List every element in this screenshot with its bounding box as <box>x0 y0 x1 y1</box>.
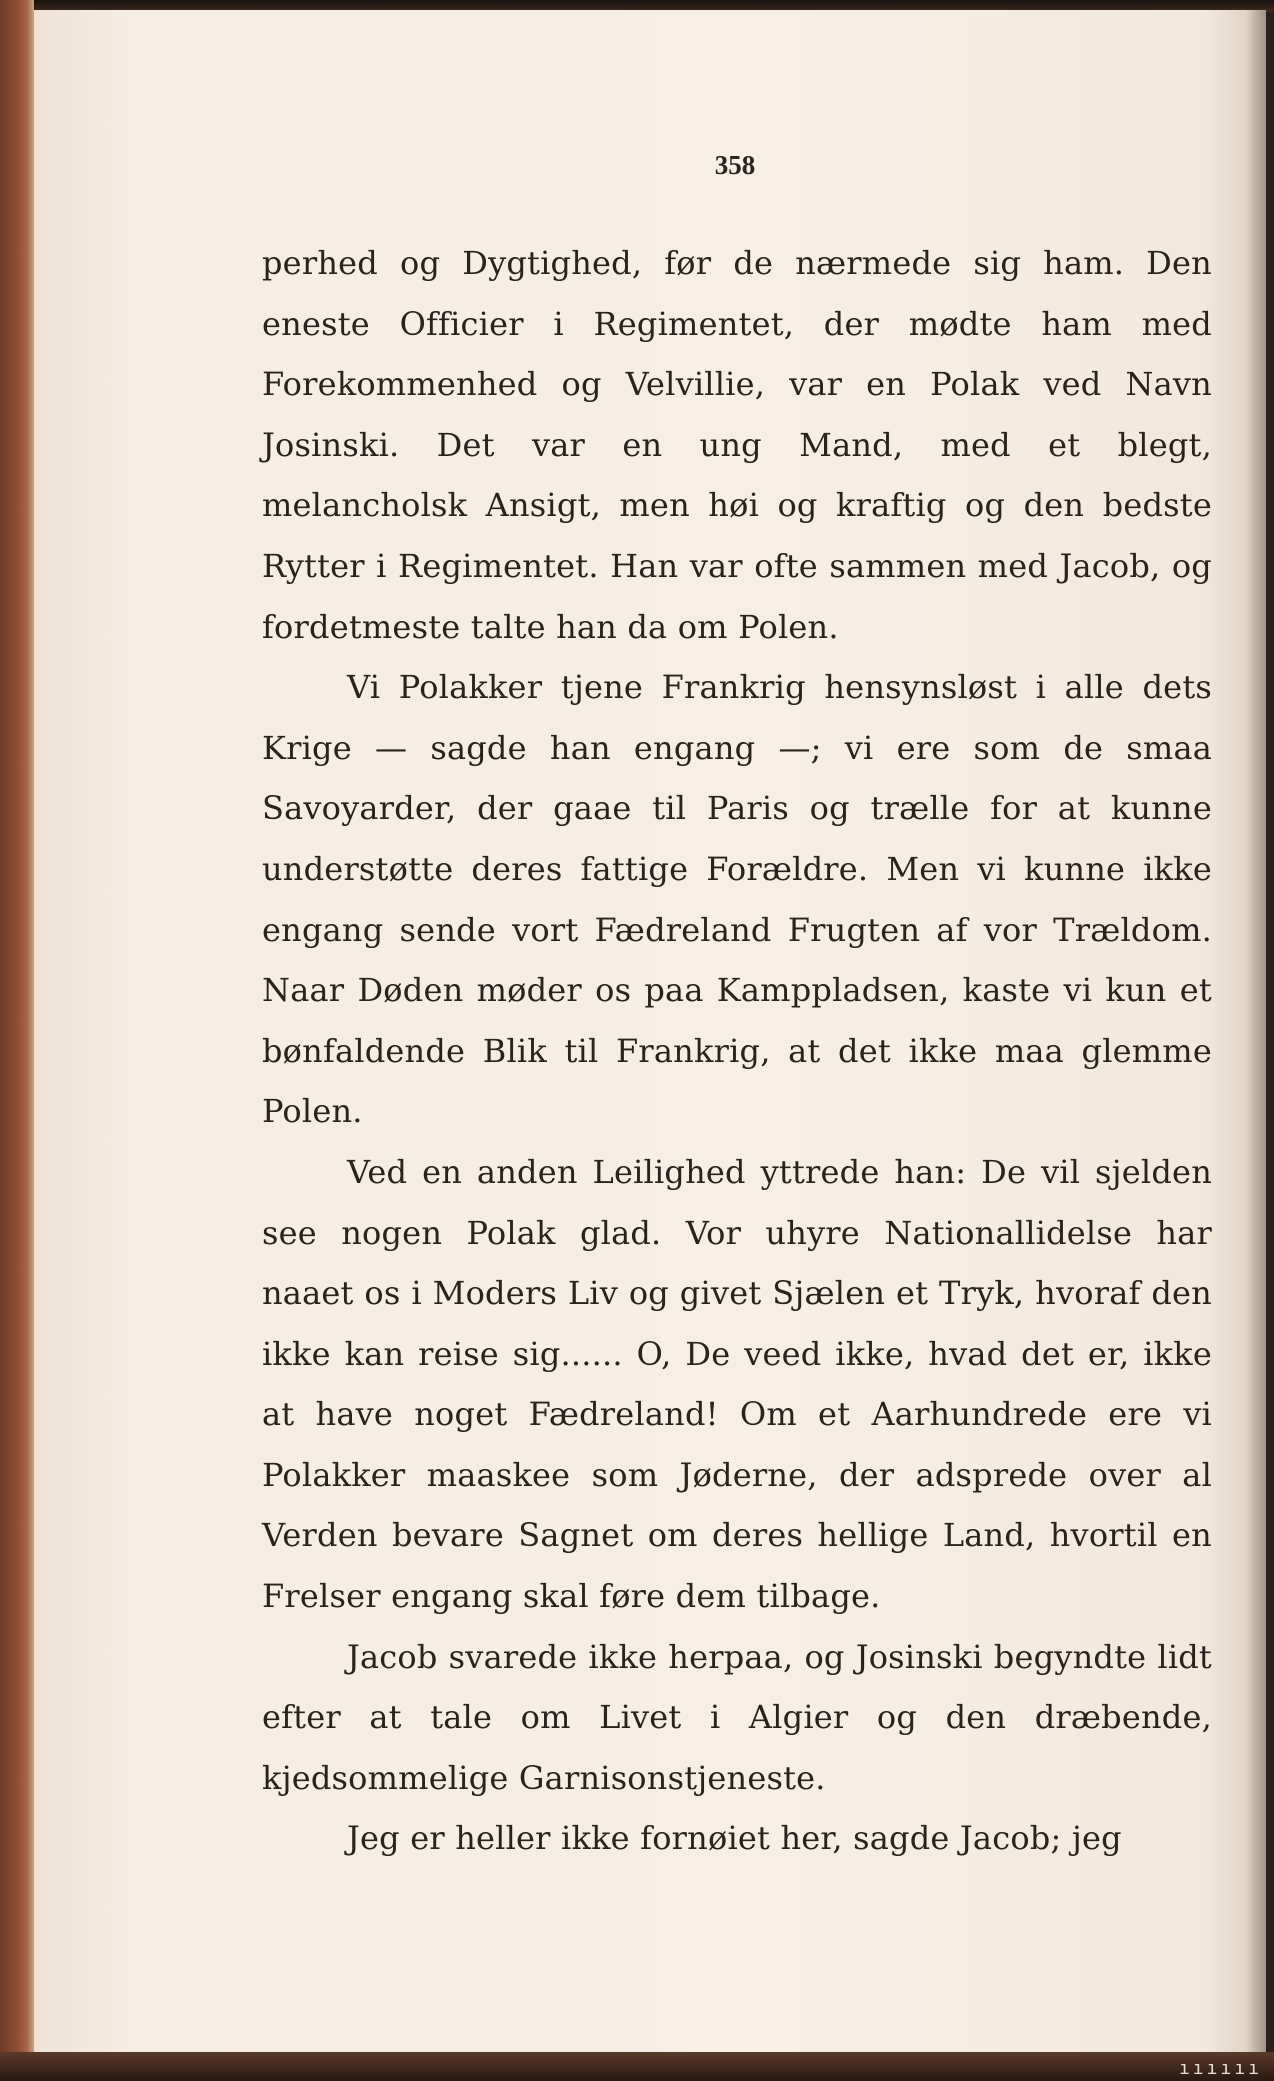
edge-marks: ıııııı <box>1178 2058 1262 2079</box>
page-fold-shadow <box>1246 10 1266 2054</box>
paragraph-1: perhed og Dygtighed, før de nærmede sig ham. Den eneste Officier i Regimentet, der mødte ham med Forekommenhed og Velvillie, var en Polak ved Navn Josinski. Det var en ung Mand, med et blegt, melancholsk Ansigt, men høi og kraftig og den bedste Rytter i Regimentet. Han var ofte sammen med Jacob, og fordetmeste talte han da om Polen. <box>262 244 1212 646</box>
paragraph-4: Jacob svarede ikke herpaa, og Josinski begyndte lidt efter at tale om Livet i Algier og den dræbende, kjedsommelige Garnisonstjeneste. <box>262 1637 1212 1797</box>
page-number: 358 <box>714 150 756 180</box>
paragraph-3: Ved en anden Leilighed yttrede han: De vil sjelden see nogen Polak glad. Vor uhyre Nationallidelse har naaet os i Moders Liv og givet Sjælen et Tryk, hvoraf den ikke kan reise sig...... O, De veed ikke, hvad det er, ikke at have noget Fædreland! Om et Aarhundrede ere vi Polakker maaskee som Jøderne, der adsprede over al Verden bevare Sagnet om deres hellige Land, hvortil en Frelser engang skal føre dem tilbage. <box>262 1152 1212 1616</box>
paragraph-2: Vi Polakker tjene Frankrig hensynsløst i alle dets Krige — sagde han engang —; vi ere som de smaa Savoyarder, der gaae til Paris og trælle for at kunne understøtte deres fattige Forældre. Men vi kunne ikke engang sende vort Fædreland Frugten af vor Trældom. Naar Døden møder os paa Kamppladsen, kaste vi kun et bønfaldende Blik til Frankrig, at det ikke maa glemme Polen. <box>262 668 1212 1131</box>
book-spine-edge <box>0 0 34 2081</box>
bottom-page-edge <box>0 2052 1274 2081</box>
paragraph-5: Jeg er heller ikke fornøiet her, sagde Jacob; jeg <box>347 1819 1122 1858</box>
page-text <box>262 233 1212 1869</box>
